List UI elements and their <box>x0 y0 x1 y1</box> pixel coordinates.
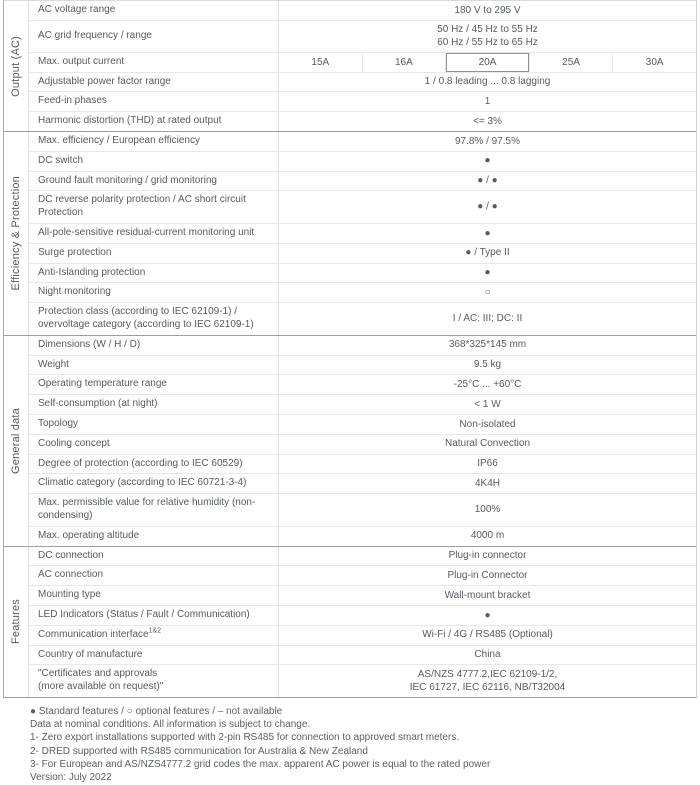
row-label-line: Adjustable power factor range <box>38 75 171 87</box>
row-label-line: Cooling concept <box>38 437 110 449</box>
row-label-line: Max. permissible value for relative humidity (non-condensing) <box>38 497 256 521</box>
row-value <box>279 1 696 20</box>
row-label-line: "Certificates and approvals <box>38 668 158 680</box>
row-label-line: Self-consumption (at night) <box>38 398 158 410</box>
row-label <box>29 1 279 20</box>
row-label-line: Weight <box>38 358 69 370</box>
row-value-line: 4K4H <box>474 477 500 489</box>
section-rows <box>29 132 696 335</box>
row-value <box>279 646 696 665</box>
row-label-line: Mounting type <box>38 589 101 601</box>
footnote-line: 1- Zero export installations supported with 2-pin RS485 for connection to approved smart meters. <box>30 732 460 744</box>
row-value <box>279 566 696 585</box>
table-row <box>29 1 696 20</box>
row-value-line: 4000 m <box>470 530 505 542</box>
section-label: General data <box>10 407 22 474</box>
table-row <box>29 664 696 697</box>
row-value-line: Wi-Fi / 4G / RS485 (Optional) <box>422 629 553 641</box>
row-label <box>29 303 279 335</box>
value-cell: 25A <box>529 53 613 72</box>
row-value-line: 1 <box>484 96 491 108</box>
table-row <box>29 565 696 585</box>
section-label: Output (AC) <box>10 35 22 97</box>
row-label <box>29 53 279 72</box>
table-row <box>29 151 696 171</box>
row-value-line: ● / ● <box>477 201 498 213</box>
row-label <box>29 375 279 394</box>
row-value-line: 60 Hz / 55 Hz to 65 Hz <box>437 37 538 49</box>
value-cell: 30A <box>612 53 696 72</box>
table-row <box>29 374 696 394</box>
row-value <box>279 73 696 92</box>
table-row <box>29 336 696 355</box>
row-label <box>29 646 279 665</box>
row-value <box>279 336 696 355</box>
row-value-line: ○ <box>484 287 491 298</box>
row-value <box>279 21 696 52</box>
row-value <box>279 264 696 283</box>
row-label-line: overvoltage category (according to IEC 62109-1) <box>38 318 254 330</box>
row-value-line: ● / Type II <box>465 247 510 259</box>
section-label-cell <box>4 547 29 697</box>
row-value-line: 97.8% / 97.5% <box>454 135 521 147</box>
row-label <box>29 606 279 625</box>
row-value <box>279 244 696 263</box>
row-value-line: IEC 61727, IEC 62116, NB/T32004 <box>409 682 566 694</box>
footnote-line: ● Standard features / ○ optional features / – not available <box>30 705 283 717</box>
table-row <box>29 263 696 283</box>
row-value <box>279 527 696 546</box>
row-label-line: Ground fault monitoring / grid monitoring <box>38 174 217 186</box>
row-value-line: Natural Convection <box>444 438 531 450</box>
row-label-line: DC connection <box>38 549 104 561</box>
section-label: Efficiency & Protection <box>10 176 22 291</box>
row-label-line: Feed-in phases <box>38 95 107 107</box>
row-label <box>29 455 279 474</box>
table-row <box>29 355 696 375</box>
footnote-line: 2- DRED supported with RS485 communication for Australia & New Zealand <box>30 745 368 757</box>
row-label <box>29 172 279 191</box>
table-row <box>29 91 696 111</box>
row-label <box>29 474 279 493</box>
row-label <box>29 415 279 434</box>
table-row <box>29 190 696 223</box>
label-superscript: 1&2 <box>148 627 162 635</box>
row-value <box>279 191 696 223</box>
row-value-line: ● <box>484 155 491 167</box>
row-value-line: 1 / 0.8 leading ... 0.8 lagging <box>424 76 551 88</box>
row-label-line: AC voltage range <box>38 4 116 15</box>
section-label-cell <box>4 132 29 335</box>
row-label <box>29 224 279 243</box>
row-value <box>279 455 696 474</box>
section-label-cell <box>4 336 29 546</box>
row-value-line: 100% <box>474 504 501 516</box>
row-value <box>279 224 696 243</box>
row-label <box>29 527 279 546</box>
footnote-line: Data at nominal conditions. All information is subject to change. <box>30 719 311 731</box>
table-row <box>29 52 696 72</box>
row-label-line: Communication interface$^{1\&2}$ <box>38 627 162 640</box>
section-label: Features <box>10 599 22 645</box>
row-label-line: Country of manufacture <box>38 648 143 660</box>
table-row <box>29 20 696 52</box>
row-label <box>29 626 279 645</box>
row-value-line: I / AC: III; DC: II <box>452 313 523 325</box>
row-value <box>279 547 696 566</box>
section-output-ac <box>4 1 696 131</box>
row-value-line: Plug-in Connector <box>447 569 528 581</box>
section-general-data <box>4 335 696 546</box>
row-value-line: AS/NZS 4777.2,IEC 62109-1/2, <box>417 668 558 680</box>
row-label-line: Surge protection <box>38 246 112 258</box>
row-value <box>279 112 696 131</box>
section-rows <box>29 547 696 697</box>
table-row <box>29 243 696 263</box>
row-value <box>279 494 696 526</box>
row-label <box>29 435 279 454</box>
row-value <box>279 283 696 302</box>
table-row <box>29 414 696 434</box>
row-value <box>279 356 696 375</box>
row-value <box>279 626 696 645</box>
row-label <box>29 395 279 414</box>
row-value-line: 9.5 kg <box>473 359 502 371</box>
table-row <box>29 434 696 454</box>
row-value-line: 368*325*145 mm <box>448 339 527 351</box>
table-row <box>29 473 696 493</box>
row-label-line: All-pole-sensitive residual-current monitoring unit <box>38 226 255 238</box>
row-label <box>29 356 279 375</box>
row-label <box>29 665 279 697</box>
row-label <box>29 21 279 52</box>
row-value <box>279 586 696 605</box>
row-label <box>29 244 279 263</box>
row-label <box>29 283 279 302</box>
row-label <box>29 132 279 151</box>
row-value-line: <= 3% <box>473 115 502 127</box>
row-label <box>29 191 279 223</box>
row-value-line: Wall-mount bracket <box>444 589 531 601</box>
row-label-line: Dimensions (W / H / D) <box>38 338 141 350</box>
row-value <box>279 606 696 625</box>
row-label <box>29 494 279 526</box>
value-columns <box>279 53 696 72</box>
table-row <box>29 302 696 335</box>
table-row <box>29 645 696 665</box>
row-label-line: Anti-Islanding protection <box>38 266 146 278</box>
row-label-line: Max. efficiency / European efficiency <box>38 134 200 146</box>
row-label-line: AC grid frequency / range <box>38 29 152 41</box>
row-label <box>29 586 279 605</box>
row-label-line: LED Indicators (Status / Fault / Communication) <box>38 608 250 620</box>
table-row <box>29 171 696 191</box>
table-row <box>29 493 696 526</box>
row-label-line: Topology <box>38 417 79 429</box>
row-value <box>279 152 696 171</box>
row-value-line: China <box>474 649 501 661</box>
table-row <box>29 132 696 151</box>
row-value-line: 180 V to 295 V <box>454 4 521 16</box>
table-row <box>29 625 696 645</box>
row-value-line: ● <box>484 609 491 621</box>
table-row <box>29 394 696 414</box>
row-label-line: Max. operating altitude <box>38 529 140 541</box>
section-rows <box>29 336 696 546</box>
footnote-line: 3- For European and AS/NZS4777.2 grid codes the max. apparent AC power is equal to the rated power <box>30 759 491 771</box>
row-label <box>29 152 279 171</box>
table-row <box>29 223 696 243</box>
row-label-line: Operating temperature range <box>38 378 167 390</box>
table-row <box>29 111 696 131</box>
row-value <box>279 375 696 394</box>
row-label <box>29 112 279 131</box>
footnotes <box>30 705 700 785</box>
section-rows <box>29 1 696 131</box>
row-value <box>279 132 696 151</box>
row-label-line: Max. output current <box>38 55 125 67</box>
row-label-line: Night monitoring <box>38 286 111 298</box>
row-label-line: (more available on request)" <box>38 681 164 693</box>
section-label-cell <box>4 1 29 131</box>
table-row <box>29 454 696 474</box>
spec-table <box>3 0 697 698</box>
row-label-line: Harmonic distortion (THD) at rated output <box>38 115 222 127</box>
footnote-line: Version: July 2022 <box>30 772 112 784</box>
row-label <box>29 566 279 585</box>
row-value <box>279 395 696 414</box>
row-label-line: AC connection <box>38 569 104 581</box>
row-label <box>29 73 279 92</box>
row-label <box>29 92 279 111</box>
value-cell: 15A <box>311 56 330 68</box>
row-label-line: Protection class (according to IEC 62109-1) / <box>38 306 237 318</box>
table-row <box>29 282 696 302</box>
row-value <box>279 665 696 697</box>
row-label-line: Climatic category (according to IEC 60721-3-4) <box>38 477 247 489</box>
row-label <box>29 547 279 566</box>
table-row <box>29 547 696 566</box>
row-value <box>279 415 696 434</box>
value-cell-highlighted: 20A <box>445 53 529 72</box>
row-label-line: DC switch <box>38 154 84 166</box>
row-label-line: DC reverse polarity protection / AC short circuit Protection <box>38 194 246 219</box>
table-row <box>29 585 696 605</box>
row-value-line: ● / ● <box>477 175 498 187</box>
table-row <box>29 72 696 92</box>
row-value-line: 50 Hz / 45 Hz to 55 Hz <box>437 23 538 35</box>
row-value <box>279 172 696 191</box>
section-features <box>4 546 696 697</box>
row-value <box>279 303 696 335</box>
row-value-line: -25°C ... +60°C <box>453 378 522 390</box>
row-label <box>29 264 279 283</box>
row-value-line: Plug-in connector <box>448 550 527 562</box>
row-label-line: Degree of protection (according to IEC 60529) <box>38 457 243 469</box>
row-value-line: Non-isolated <box>459 418 516 430</box>
row-value <box>279 435 696 454</box>
row-value-line: IP66 <box>477 458 498 470</box>
row-value <box>279 474 696 493</box>
row-value <box>279 92 696 111</box>
row-value-line: < 1 W <box>474 398 501 410</box>
table-row <box>29 526 696 546</box>
value-cell: 16A <box>362 53 446 72</box>
table-row <box>29 605 696 625</box>
section-efficiency-protection <box>4 131 696 335</box>
row-label <box>29 336 279 355</box>
row-value-line: ● <box>484 227 491 239</box>
row-value-line: ● <box>484 267 491 279</box>
